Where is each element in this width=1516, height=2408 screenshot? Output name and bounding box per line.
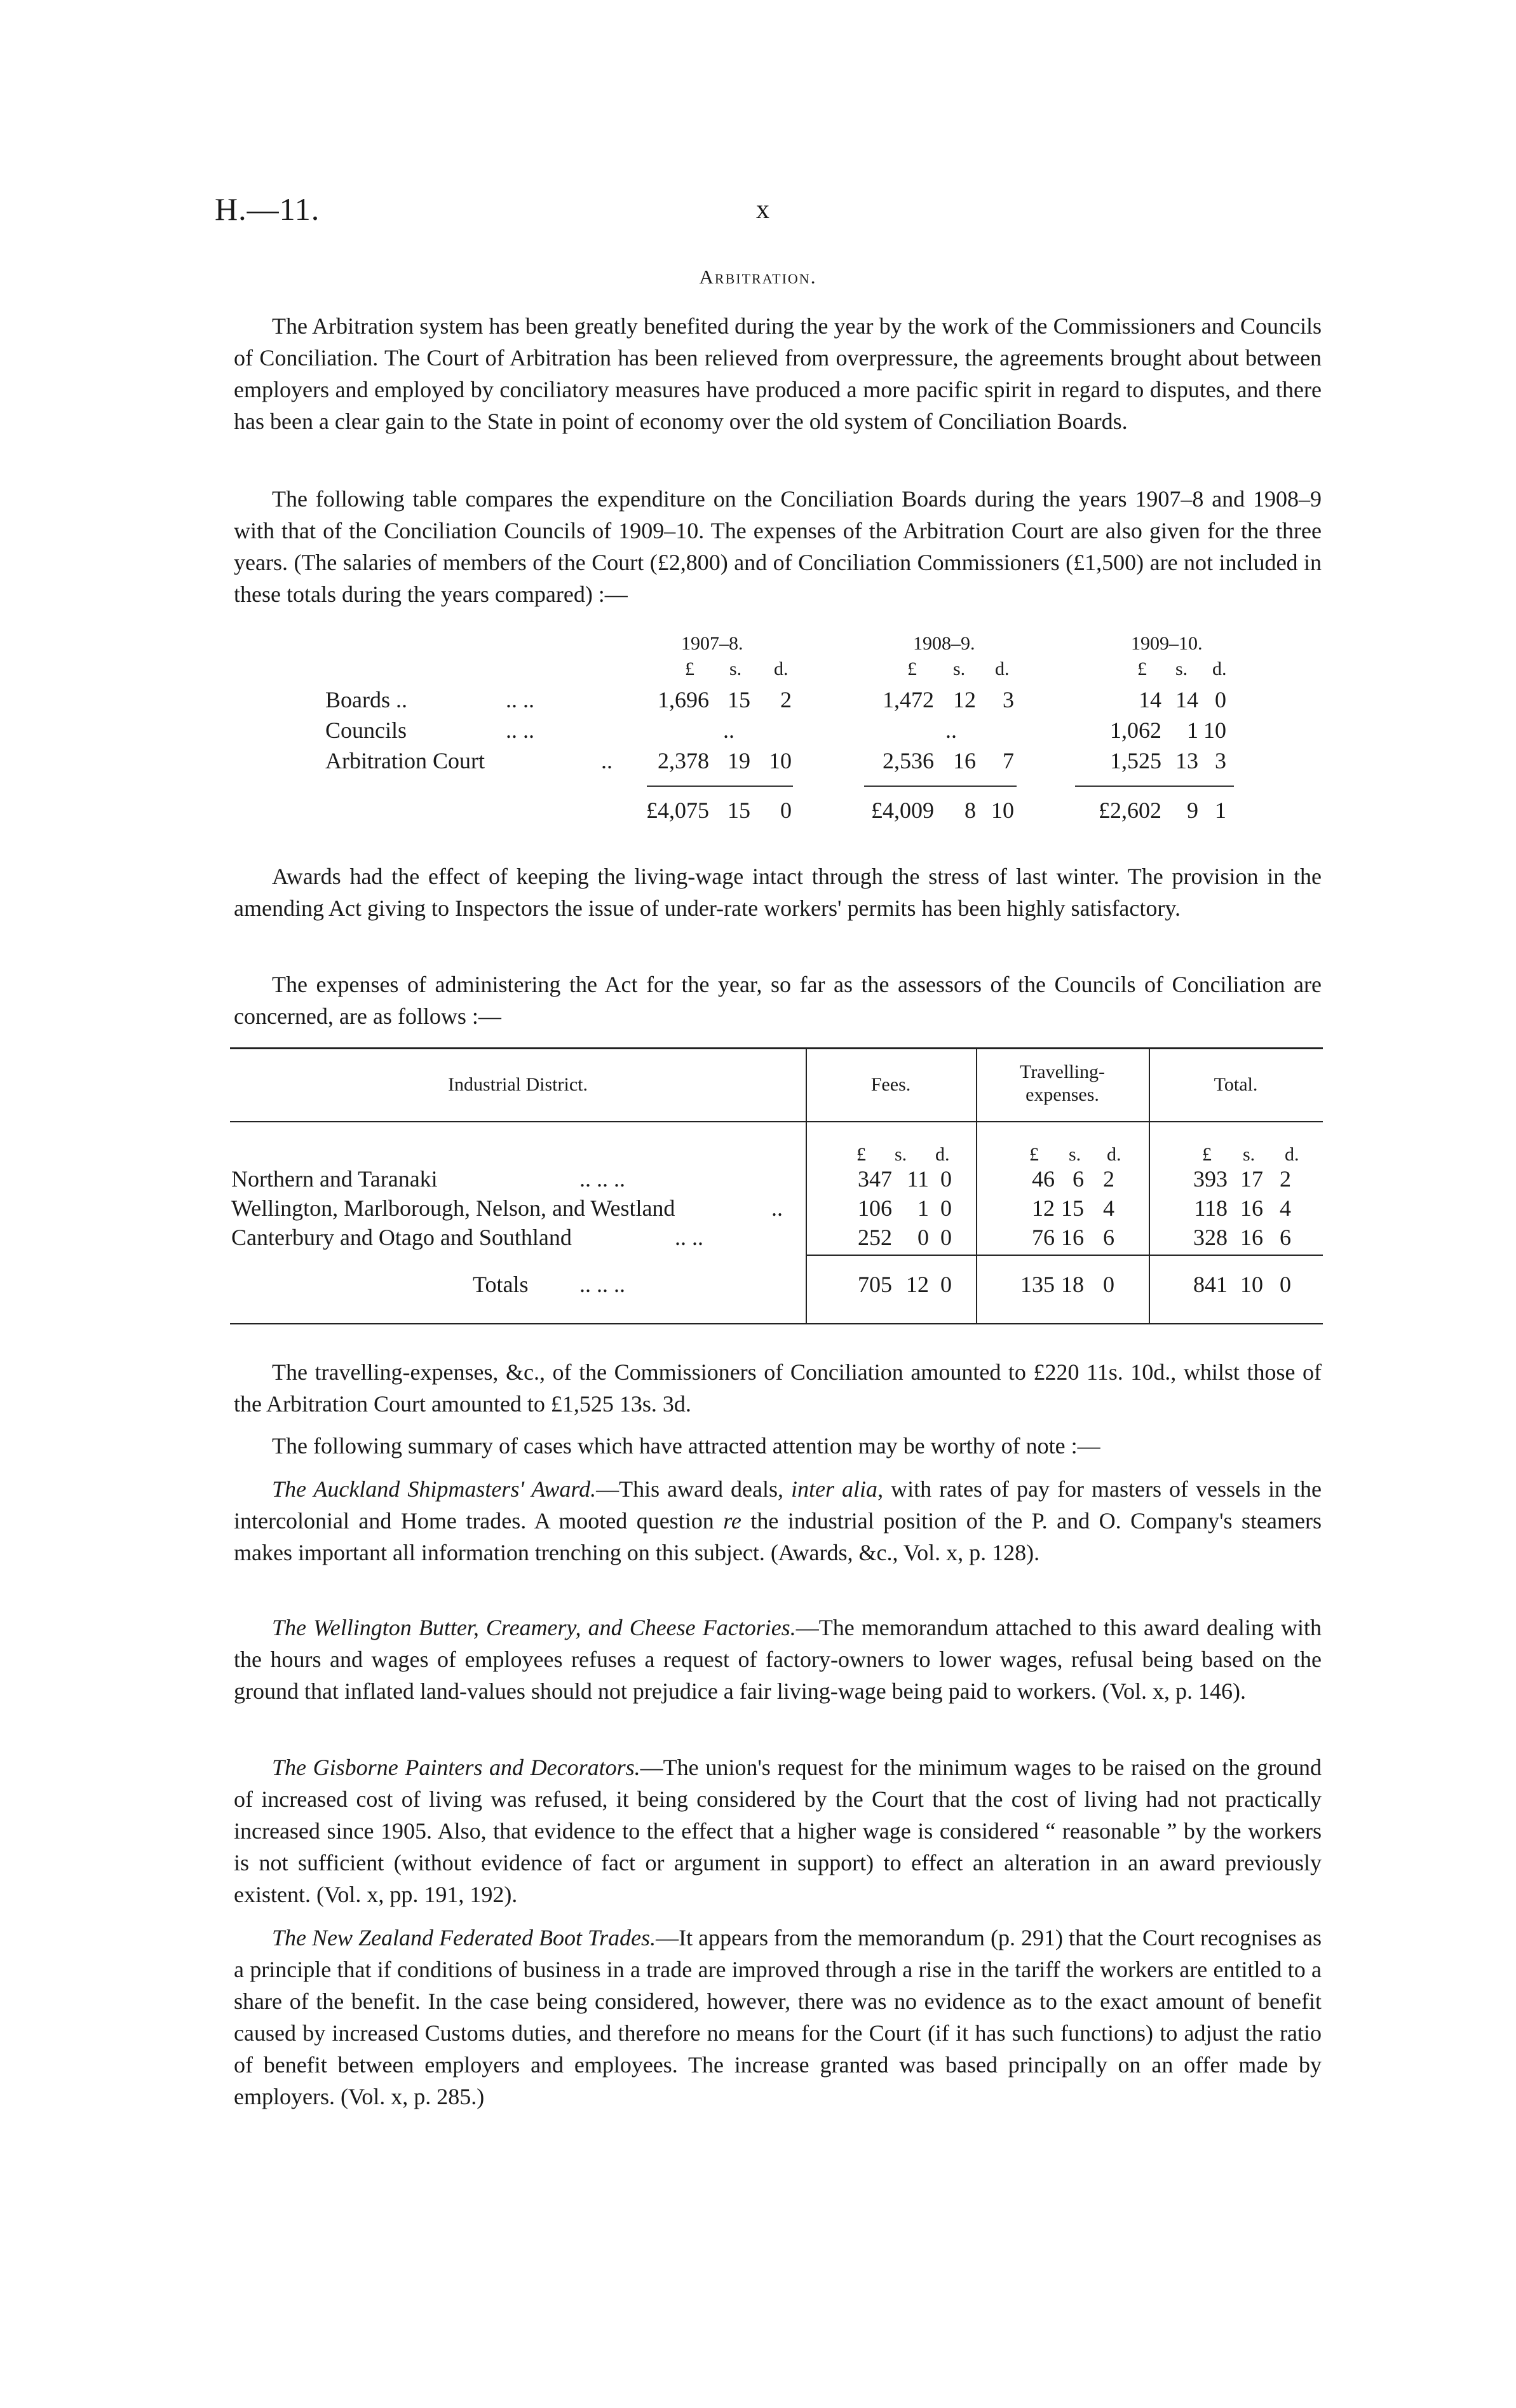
grand-total-pounds: 841 <box>1193 1272 1228 1297</box>
paragraph-travelling-expenses: The travelling-expenses, &c., of the Commissioners of Conciliation amounted to £220 11s. 10d., whilst those of the Arbitration Court amounted to £1,525 13s. 3d. <box>234 1359 1322 1417</box>
fees-pounds-total: 705 <box>858 1272 892 1297</box>
unit-label: s. <box>953 658 966 679</box>
sum-rule <box>864 786 1017 787</box>
pence-total: 10 <box>991 798 1014 823</box>
case-title: The New Zealand Federated Boot Trades. <box>272 1925 656 1950</box>
unit-label: d. <box>774 658 788 679</box>
pence-total: 1 <box>1215 798 1226 823</box>
travel-pence: 6 <box>1103 1225 1114 1250</box>
total-pence: 2 <box>1280 1166 1291 1192</box>
fees-pence: 0 <box>940 1166 952 1192</box>
unit-label: d. <box>935 1144 950 1165</box>
case-boot-trades: The New Zealand Federated Boot Trades.—It appears from the memorandum (p. 291) that the Court recognises as a principle that if conditions of business in a trade are improved through a rise in the tariff the workers are entitled to a share of the benefit. In the case being considered, however, there was no evidence as to the exact amount of benefit caused by increased Customs duties, and therefore no means for the Court (if it has such functions) to adjust the ratio of benefit between employers and employees. The increase granted was based principally on an offer made by employers. (Vol. x, p. 285.) <box>234 1925 1322 2109</box>
leader-dots: .. <box>601 748 612 773</box>
pounds-total: £4,009 <box>871 798 934 823</box>
column-header-travelling: Travelling- <box>1020 1061 1105 1082</box>
row-label: Arbitration Court <box>325 748 485 773</box>
leader-dots: .. .. <box>506 687 534 712</box>
paragraph-intro: The Arbitration system has been greatly benefited during the year by the work of the Commissioners and Councils of Conciliation. The Court of Arbitration has been relieved from overpressure, the agreements brought about between employers and employed by conciliatory measures have produced a more pacific spirit in regard to disputes, and there has been a clear gain to the State in point of economy over the old system of Conciliation Boards. <box>234 313 1322 434</box>
shillings-value: 19 <box>728 748 750 773</box>
paragraph-awards: Awards had the effect of keeping the living-wage intact through the stress of last winter. The provision in the amending Act giving to Inspectors the issue of under-rate workers' permits has been highly satisfactory. <box>234 864 1322 921</box>
empty-value: .. <box>945 718 957 743</box>
case-wellington-butter: The Wellington Butter, Creamery, and Cheese Factories.—The memorandum attached to this award dealing with the hours and wages of employees refuses a request of factory-owners to lower wages, refusal being based on the ground that inflated land-values should not prejudice a fair living-wage being paid to workers. (Vol. x, p. 146). <box>234 1615 1322 1704</box>
sum-rule <box>1075 786 1234 787</box>
unit-label: d. <box>1107 1144 1121 1165</box>
fees-shillings-total: 12 <box>906 1272 929 1297</box>
shillings-total: 8 <box>964 798 976 823</box>
shillings-value: 14 <box>1175 687 1198 712</box>
pence-value: 10 <box>1203 718 1226 743</box>
unit-label: s. <box>1243 1144 1255 1165</box>
unit-label: £ <box>907 658 917 679</box>
total-pence: 4 <box>1280 1195 1291 1221</box>
travel-shillings: 16 <box>1061 1225 1084 1250</box>
travel-pounds: 46 <box>1032 1166 1055 1192</box>
fees-shillings: 0 <box>917 1225 929 1250</box>
travel-pounds: 76 <box>1032 1225 1055 1250</box>
pounds-value: 2,536 <box>883 748 934 773</box>
assessors-expenses-table <box>230 1047 1323 1324</box>
total-pence: 6 <box>1280 1225 1291 1250</box>
travel-pence: 4 <box>1103 1195 1114 1221</box>
paragraph-summary-intro: The following summary of cases which have attracted attention may be worthy of note :— <box>272 1433 1100 1459</box>
fees-pence: 0 <box>940 1225 952 1250</box>
table-rule-top <box>230 1047 1323 1049</box>
leader-dots: .. .. <box>506 718 534 743</box>
column-header-total: Total. <box>1214 1074 1258 1095</box>
leader-dots: .. .. <box>675 1225 703 1250</box>
total-pounds: 328 <box>1193 1225 1228 1250</box>
fees-shillings: 1 <box>917 1195 929 1221</box>
unit-label: s. <box>1069 1144 1081 1165</box>
unit-label: d. <box>1285 1144 1299 1165</box>
pence-total: 0 <box>780 798 792 823</box>
case-title: The Wellington Butter, Creamery, and Cheese Factories. <box>272 1615 796 1640</box>
total-pounds: 393 <box>1193 1166 1228 1192</box>
pounds-value: 2,378 <box>658 748 709 773</box>
total-shillings: 16 <box>1240 1195 1263 1221</box>
page-number: x <box>756 195 769 224</box>
fees-shillings: 11 <box>907 1166 929 1192</box>
unit-label: s. <box>1175 658 1188 679</box>
district-name: Wellington, Marlborough, Nelson, and Westland <box>231 1195 675 1221</box>
pence-value: 3 <box>1215 748 1226 773</box>
year-header: 1907–8. <box>681 633 743 654</box>
row-label: Councils <box>325 718 407 743</box>
pence-value: 0 <box>1215 687 1226 712</box>
grand-total-shillings: 10 <box>1240 1272 1263 1297</box>
fees-pence: 0 <box>940 1195 952 1221</box>
unit-label: £ <box>1202 1144 1212 1165</box>
total-pounds: 118 <box>1194 1195 1228 1221</box>
shillings-value: 15 <box>728 687 750 712</box>
unit-label: £ <box>856 1144 866 1165</box>
total-shillings: 17 <box>1240 1166 1263 1192</box>
fees-pounds: 252 <box>858 1225 892 1250</box>
paragraph-expenses: The expenses of administering the Act for the year, so far as the assessors of the Councils of Conciliation are concerned, are as follows :— <box>234 972 1322 1029</box>
year-header: 1909–10. <box>1131 633 1203 654</box>
shillings-value: 12 <box>953 687 976 712</box>
pence-value: 7 <box>1003 748 1014 773</box>
fees-pence-total: 0 <box>940 1272 952 1297</box>
pounds-total: £4,075 <box>646 798 709 823</box>
pounds-total: £2,602 <box>1099 798 1161 823</box>
pounds-value: 14 <box>1139 687 1161 712</box>
total-shillings: 16 <box>1240 1225 1263 1250</box>
column-header-fees: Fees. <box>870 1074 911 1095</box>
grand-total-pence: 0 <box>1280 1272 1291 1297</box>
column-header-district: Industrial District. <box>448 1074 588 1095</box>
pence-value: 10 <box>769 748 792 773</box>
row-label: Boards .. <box>325 687 407 712</box>
travel-pence-total: 0 <box>1103 1272 1114 1297</box>
pence-value: 3 <box>1003 687 1014 712</box>
pounds-value: 1,062 <box>1110 718 1161 743</box>
travel-pounds-total: 135 <box>1020 1272 1055 1297</box>
table-rule-bottom <box>230 1323 1323 1324</box>
unit-label: £ <box>685 658 694 679</box>
column-header-travelling: expenses. <box>1025 1084 1099 1105</box>
unit-label: d. <box>995 658 1010 679</box>
case-auckland-shipmasters: The Auckland Shipmasters' Award.—This award deals, inter alia, with rates of pay for masters of vessels in the intercolonial and Home trades. A mooted question re the industrial position of the P. and O. Company's steamers makes important all information trenching on this subject. (Awards, &c., Vol. x, p. 128). <box>234 1476 1322 1565</box>
pounds-value: 1,696 <box>658 687 709 712</box>
page-reference: H.—11. <box>215 191 320 227</box>
paragraph-table-intro: The following table compares the expenditure on the Conciliation Boards during the years 1907–8 and 1908–9 with that of the Conciliation Councils of 1909–10. The expenses of the Arbitration Court are also given for the three years. (The salaries of members of the Court (£2,800) and of Conciliation Commissioners (£1,500) are not included in these totals during the years compared) :— <box>234 486 1322 607</box>
travel-pence: 2 <box>1103 1166 1114 1192</box>
travel-shillings: 15 <box>1061 1195 1084 1221</box>
shillings-value: 1 <box>1187 718 1198 743</box>
leader-dots: .. .. .. <box>579 1272 625 1297</box>
fees-pounds: 347 <box>858 1166 892 1192</box>
table-rule-header <box>230 1121 1323 1122</box>
section-title: Arbitration. <box>699 266 817 288</box>
leader-dots: .. .. .. <box>579 1166 625 1192</box>
sum-rule <box>647 786 793 787</box>
pence-value: 2 <box>780 687 792 712</box>
shillings-total: 9 <box>1187 798 1198 823</box>
travel-shillings: 6 <box>1073 1166 1084 1192</box>
case-gisborne-painters: The Gisborne Painters and Decorators.—The union's request for the minimum wages to be raised on the ground of increased cost of living was refused, it being considered by the Court that the cost of living had not practically increased since 1905. Also, that evidence to the effect that a higher wage is considered “ reasonable ” by the workers is not sufficient (without evidence of fact or argument in support) to effect an alteration in an award previously existent. (Vol. x, pp. 191, 192). <box>234 1755 1322 1907</box>
shillings-value: 13 <box>1175 748 1198 773</box>
shillings-value: 16 <box>953 748 976 773</box>
totals-label: Totals <box>473 1272 529 1297</box>
empty-value: .. <box>723 718 734 743</box>
unit-label: s. <box>895 1144 907 1165</box>
case-title: The Auckland Shipmasters' Award. <box>272 1476 597 1502</box>
table-rule-totals <box>806 1255 1323 1256</box>
unit-label: s. <box>729 658 742 679</box>
unit-label: d. <box>1212 658 1227 679</box>
shillings-total: 15 <box>728 798 750 823</box>
travel-shillings-total: 18 <box>1061 1272 1084 1297</box>
unit-label: £ <box>1137 658 1147 679</box>
leader-dots: .. <box>771 1195 783 1221</box>
fees-pounds: 106 <box>858 1195 892 1221</box>
travel-pounds: 12 <box>1032 1195 1055 1221</box>
unit-label: £ <box>1029 1144 1039 1165</box>
pounds-value: 1,525 <box>1110 748 1161 773</box>
district-name: Northern and Taranaki <box>231 1166 438 1192</box>
district-name: Canterbury and Otago and Southland <box>231 1225 572 1250</box>
case-title: The Gisborne Painters and Decorators. <box>272 1755 640 1780</box>
year-header: 1908–9. <box>913 633 975 654</box>
pounds-value: 1,472 <box>883 687 934 712</box>
